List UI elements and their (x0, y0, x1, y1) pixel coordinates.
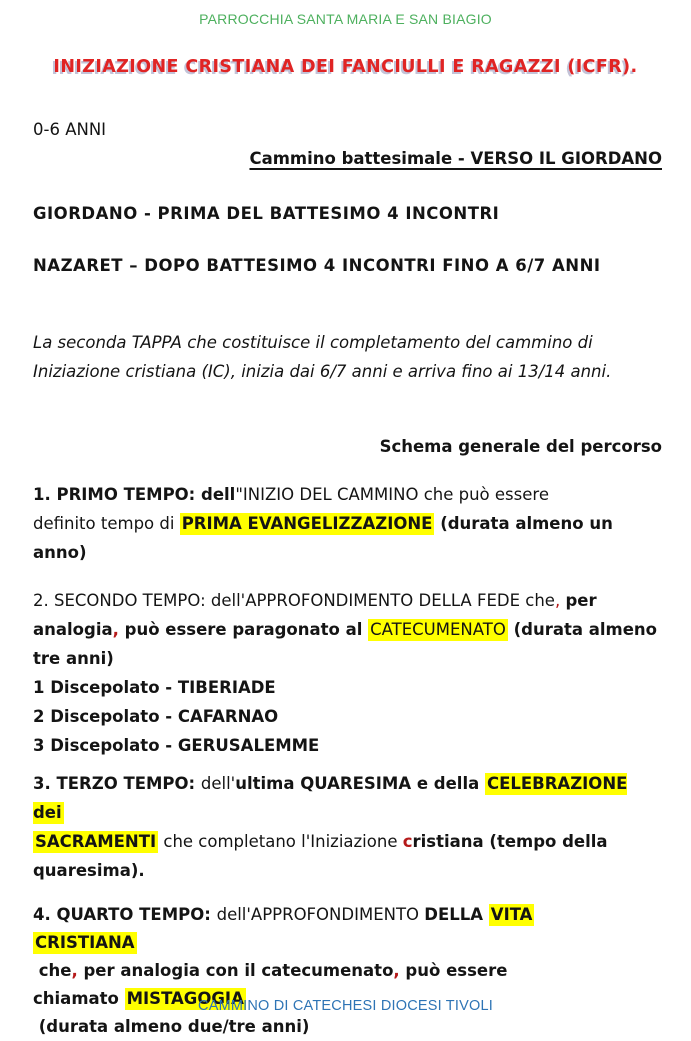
text-run: (durata almeno due/tre anni) (33, 1017, 310, 1036)
text-run: , (71, 961, 78, 980)
text-run: SACRAMENTI (35, 832, 157, 851)
text-run: VITA (490, 905, 533, 924)
text-run: DELLA (424, 905, 489, 924)
text-run: 3. TERZO TEMPO: (33, 774, 201, 793)
text-run: definito tempo di (33, 514, 180, 533)
document-body (0, 115, 691, 1041)
text-run: dell' (200, 774, 236, 793)
text-run: Iniziazione cristiana (IC), inizia dai 6/7 anni e arriva fino ai 13/14 anni. (33, 362, 612, 381)
text-run: La seconda TAPPA che costituisce il completamento del cammino di (33, 333, 593, 352)
text-run: "INIZIO DEL CAMMINO che può essere (235, 485, 549, 504)
diocese-footer: CAMMINO DI CATECHESI DIOCESI TIVOLI (198, 998, 493, 1014)
discepolato-item-2: 2 Discepolato - CAFARNAO (33, 707, 279, 726)
text-run: MISTAGOGIA (126, 989, 244, 1008)
text-run: può essere paragonato al (118, 620, 369, 639)
text-run: c (402, 832, 413, 851)
text-run: per (565, 591, 597, 610)
terzo-tempo-paragraph (33, 769, 662, 885)
text-run: dell'APPROFONDIMENTO (216, 905, 425, 924)
text-run: PRIMA EVANGELIZZAZIONE (181, 514, 433, 533)
text-run: quaresima). (33, 861, 145, 880)
text-run: tre anni) (33, 649, 114, 668)
parish-header: PARROCCHIA SANTA MARIA E SAN BIAGIO (199, 11, 492, 27)
text-run: ristiana (tempo della (412, 832, 608, 851)
age-range-label: 0-6 ANNI (33, 120, 107, 139)
subtitle-text: Cammino battesimale - VERSO IL GIORDANO (249, 149, 662, 168)
text-run: CRISTIANA (35, 933, 135, 952)
text-run: , (554, 591, 561, 610)
intro-paragraph (33, 328, 662, 386)
schema-heading: Schema generale del percorso (379, 437, 662, 456)
text-run: per analogia con il catecumenato (77, 961, 394, 980)
primo-tempo-paragraph (33, 480, 662, 567)
giordano-heading: GIORDANO - PRIMA DEL BATTESIMO 4 INCONTRI (33, 204, 500, 223)
text-run: analogia (33, 620, 113, 639)
text-run: , (393, 961, 400, 980)
text-run: può essere (399, 961, 508, 980)
discepolato-item-3: 3 Discepolato - GERUSALEMME (33, 736, 320, 755)
text-run: 1. PRIMO TEMPO: dell (33, 485, 236, 504)
text-run: 2. SECONDO TEMPO: dell'APPROFONDIMENTO DELLA FEDE che (33, 591, 555, 610)
text-run: 4. QUARTO TEMPO: (33, 905, 217, 924)
secondo-tempo-block (33, 586, 662, 760)
text-run: (durata almeno (513, 620, 657, 639)
text-run: chiamato (33, 989, 125, 1008)
text-run: che completano l'Iniziazione (158, 832, 403, 851)
secondo-tempo-paragraph (33, 586, 662, 673)
baptismal-path-subtitle (33, 144, 662, 173)
discepolato-item-1: 1 Discepolato - TIBERIADE (33, 678, 276, 697)
text-run: CELEBRAZIONE dei (33, 774, 628, 822)
text-run: CATECUMENATO (370, 620, 506, 639)
text-run: (durata almeno un anno) (33, 514, 613, 562)
nazaret-heading: NAZARET – DOPO BATTESIMO 4 INCONTRI FINO A 6/7 ANNI (33, 256, 601, 275)
text-run: , (112, 620, 119, 639)
quarto-tempo-paragraph (33, 901, 662, 1041)
text-run: che (33, 961, 72, 980)
text-run: ultima QUARESIMA e della (235, 774, 485, 793)
document-title: INIZIAZIONE CRISTIANA DEI FANCIULLI E RAGAZZI (ICFR). (53, 57, 638, 77)
